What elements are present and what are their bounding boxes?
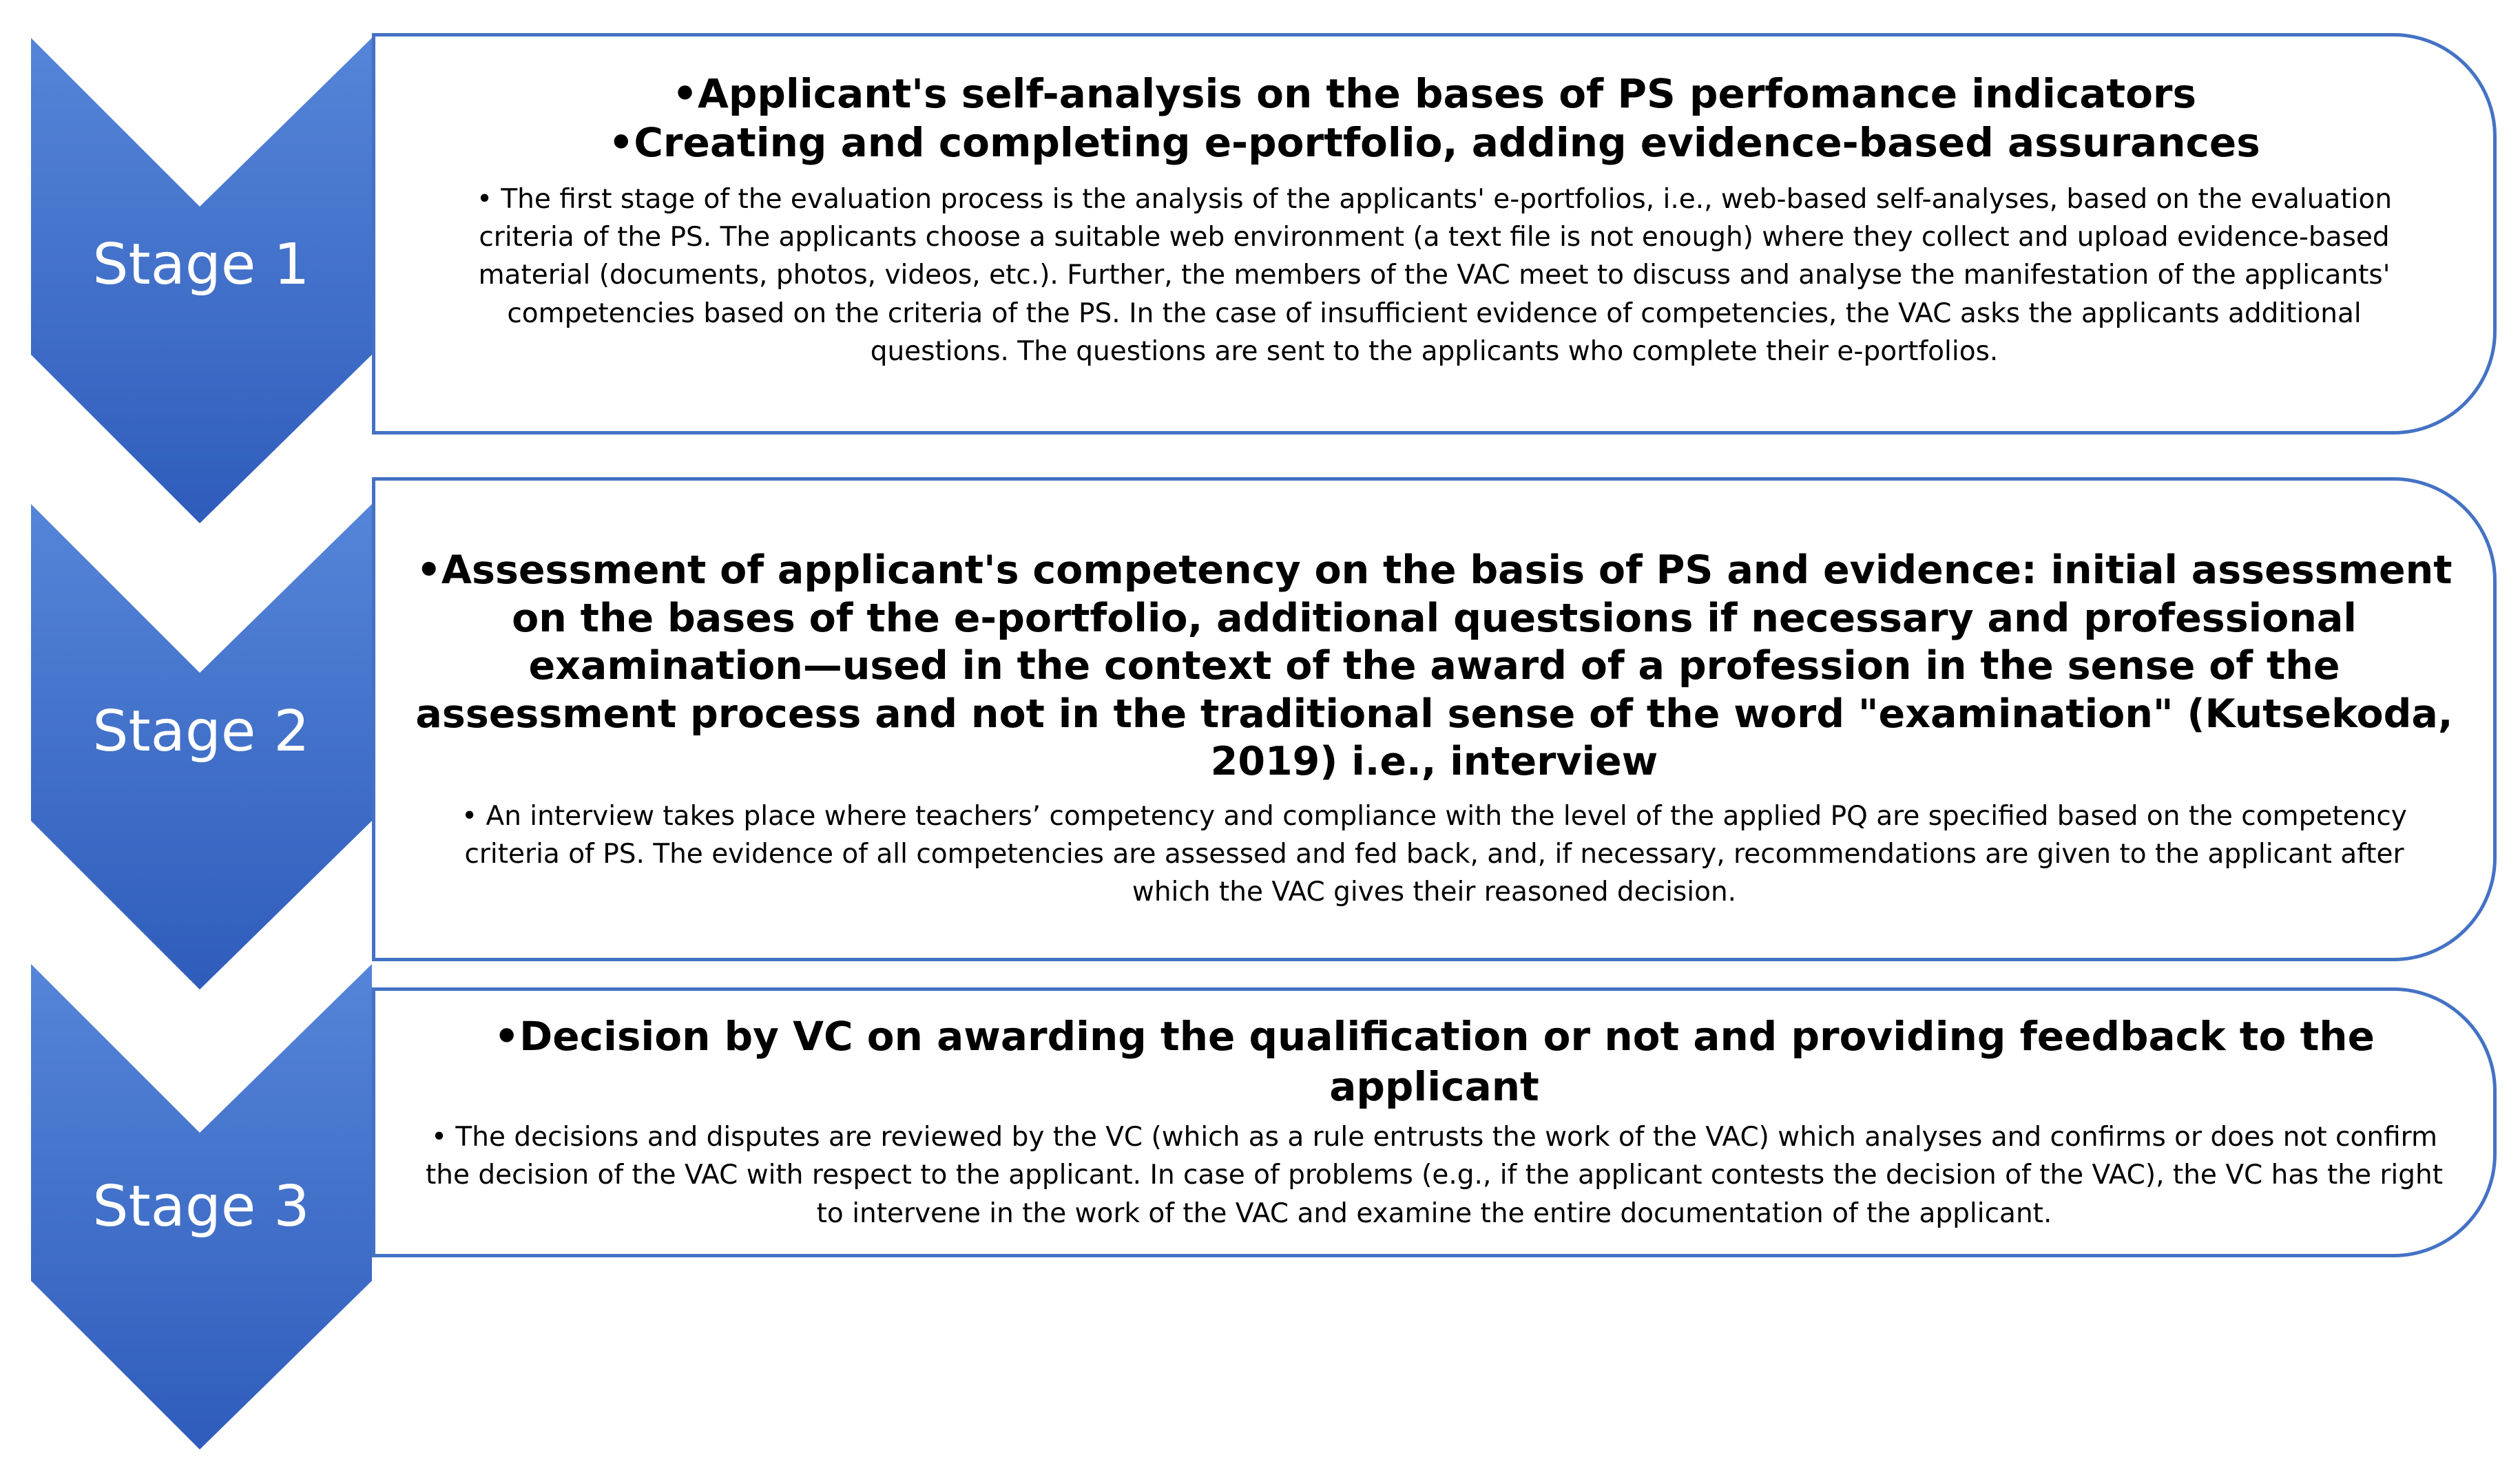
stage-1-label: Stage 1 [92,232,310,297]
stage-3-heading-line-1: •Decision by VC on awarding the qualification or not and providing feedback to the applicant [494,1013,2375,1110]
stage-1-heading [417,70,2452,168]
stage-2-description: • An interview takes place where teachers’ competency and compliance with the level of the applied PQ are specified based on the competency criteria of PS. The evidence of all competencies are assessed and fed back, and, if necessary, recommendations are given to the applicant after which the VAC gives their reasoned decision. [461,800,2407,908]
stage-1-heading-line-2: •Creating and completing e-portfolio, adding evidence-based assurances [608,119,2260,167]
stage-2-heading [410,547,2459,786]
stage-1-heading-line-1: •Applicant's self-analysis on the bases of PS perfomance indicators [671,70,2197,117]
stage-2-box [372,477,2497,961]
stage-1-description: • The first stage of the evaluation process is the analysis of the applicants' e-portfolios, i.e., web-based self-analyses, based on the evaluation criteria of the PS. The applicants choose a suitable web environment (a text file is not enough) where they collect and upload evidence-based material (documents, photos, videos, etc.). Further, the members of the VAC meet to discuss and analyse the manifestation of the applicants' competencies based on the criteria of the PS. In the case of insufficient evidence of competencies, the VAC asks the applicants additional questions. The questions are sent to the applicants who complete their e-portfolios. [476,183,2393,368]
stage-2-label: Stage 2 [92,699,310,764]
stage-3-label: Stage 3 [92,1174,310,1239]
stage-3-box [372,987,2497,1257]
stage-3-heading [403,1012,2466,1111]
stage-3-description: • The decisions and disputes are reviewed by the VC (which as a rule entrusts the work of the VAC) which analyses and confirms or does not confirm the decision of the VAC with respect to the applicant. In case of problems (e.g., if the applicant contests the decision of the VAC), the VC has the right to intervene in the work of the VAC and examine the entire documentation of the applicant. [426,1122,2443,1229]
stage-1-box [372,33,2497,434]
stage-2-heading-line-1: •Assessment of applicant's competency on the basis of PS and evidence: initial assessment on the bases of the e-portfolio, additional questsions if necessary and professional examination—used in the context of the award of a profession in the sense of the assessment process and not in the traditional sense of the word "examination" (Kutsekoda, 2019) i.e., interview [415,547,2453,785]
